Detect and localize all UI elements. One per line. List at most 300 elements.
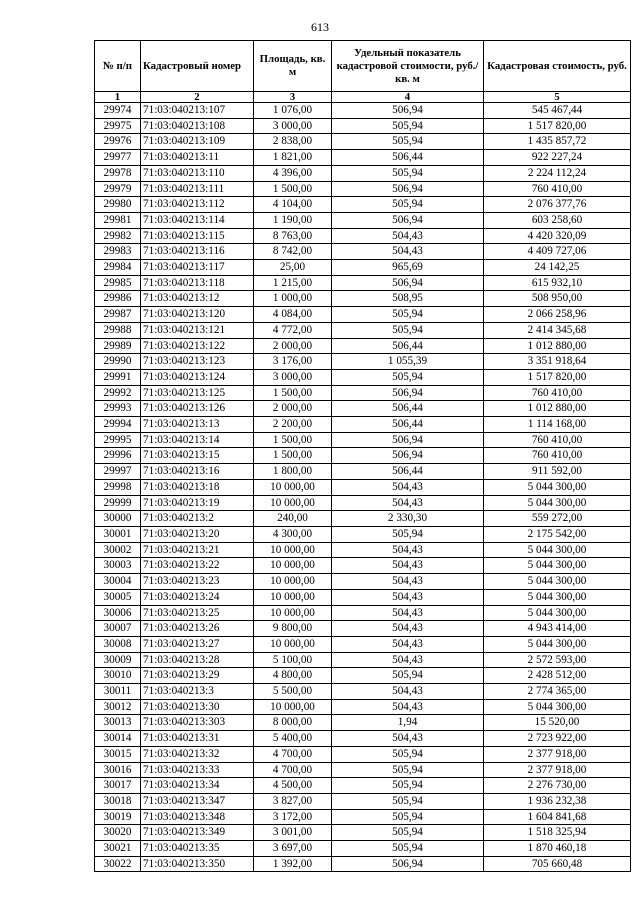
rate-cell: 504,43 xyxy=(332,558,484,574)
column-number: 5 xyxy=(484,92,631,103)
table-row xyxy=(95,589,631,605)
rate-cell: 505,94 xyxy=(332,369,484,385)
column-number: 2 xyxy=(141,92,254,103)
cadastral-number-cell: 71:03:040213:2 xyxy=(141,511,254,527)
rate-cell: 506,94 xyxy=(332,212,484,228)
area-cell: 10 000,00 xyxy=(254,574,332,590)
cadastral-number-cell: 71:03:040213:13 xyxy=(141,417,254,433)
rate-cell: 505,94 xyxy=(332,307,484,323)
row-number-cell: 30013 xyxy=(95,715,141,731)
rate-cell: 506,94 xyxy=(332,856,484,872)
rate-cell: 504,43 xyxy=(332,652,484,668)
cadastral-number-cell: 71:03:040213:109 xyxy=(141,134,254,150)
cadastral-number-cell: 71:03:040213:348 xyxy=(141,809,254,825)
rate-cell: 508,95 xyxy=(332,291,484,307)
table-row xyxy=(95,448,631,464)
table-row xyxy=(95,134,631,150)
row-number-cell: 30021 xyxy=(95,841,141,857)
row-number-cell: 30018 xyxy=(95,793,141,809)
row-number-cell: 29991 xyxy=(95,369,141,385)
rate-cell: 505,94 xyxy=(332,825,484,841)
table-row xyxy=(95,762,631,778)
cadastral-number-cell: 71:03:040213:125 xyxy=(141,385,254,401)
area-cell: 3 827,00 xyxy=(254,793,332,809)
cost-cell: 2 414 345,68 xyxy=(484,322,631,338)
table-row xyxy=(95,825,631,841)
cadastral-number-cell: 71:03:040213:21 xyxy=(141,542,254,558)
cost-cell: 559 272,00 xyxy=(484,511,631,527)
cadastral-number-cell: 71:03:040213:124 xyxy=(141,369,254,385)
cost-cell: 922 227,24 xyxy=(484,150,631,166)
row-number-cell: 30020 xyxy=(95,825,141,841)
table-row xyxy=(95,746,631,762)
area-cell: 4 700,00 xyxy=(254,762,332,778)
cadastral-number-cell: 71:03:040213:19 xyxy=(141,495,254,511)
row-number-cell: 30016 xyxy=(95,762,141,778)
table-row xyxy=(95,338,631,354)
table-row xyxy=(95,291,631,307)
rate-cell: 506,94 xyxy=(332,385,484,401)
cadastral-number-cell: 71:03:040213:34 xyxy=(141,778,254,794)
cost-cell: 1 936 232,38 xyxy=(484,793,631,809)
area-cell: 2 000,00 xyxy=(254,338,332,354)
cost-cell: 2 723 922,00 xyxy=(484,731,631,747)
rate-cell: 505,94 xyxy=(332,134,484,150)
rate-cell: 504,43 xyxy=(332,605,484,621)
cost-cell: 760 410,00 xyxy=(484,432,631,448)
row-number-cell: 30014 xyxy=(95,731,141,747)
cadastral-number-cell: 71:03:040213:114 xyxy=(141,212,254,228)
cost-cell: 2 377 918,00 xyxy=(484,746,631,762)
row-number-cell: 29990 xyxy=(95,354,141,370)
column-number-row xyxy=(95,92,631,103)
row-number-cell: 29977 xyxy=(95,150,141,166)
cadastral-number-cell: 71:03:040213:111 xyxy=(141,181,254,197)
cost-cell: 760 410,00 xyxy=(484,448,631,464)
table-row xyxy=(95,307,631,323)
cost-cell: 615 932,10 xyxy=(484,275,631,291)
area-cell: 1 821,00 xyxy=(254,150,332,166)
row-number-cell: 29995 xyxy=(95,432,141,448)
cadastral-number-cell: 71:03:040213:23 xyxy=(141,574,254,590)
rate-cell: 504,43 xyxy=(332,542,484,558)
row-number-cell: 30010 xyxy=(95,668,141,684)
area-cell: 3 172,00 xyxy=(254,809,332,825)
cost-cell: 603 258,60 xyxy=(484,212,631,228)
cadastral-number-cell: 71:03:040213:28 xyxy=(141,652,254,668)
row-number-cell: 29982 xyxy=(95,228,141,244)
cadastral-number-cell: 71:03:040213:18 xyxy=(141,479,254,495)
table-row xyxy=(95,731,631,747)
rate-cell: 506,94 xyxy=(332,448,484,464)
table-row xyxy=(95,401,631,417)
row-number-cell: 29992 xyxy=(95,385,141,401)
cost-cell: 545 467,44 xyxy=(484,103,631,119)
area-cell: 4 772,00 xyxy=(254,322,332,338)
header-cost: Кадастровая стоимость, руб. xyxy=(484,41,631,92)
table-row xyxy=(95,526,631,542)
cost-cell: 2 066 258,96 xyxy=(484,307,631,323)
cadastral-number-cell: 71:03:040213:15 xyxy=(141,448,254,464)
table-row xyxy=(95,369,631,385)
cost-cell: 15 520,00 xyxy=(484,715,631,731)
table-header xyxy=(95,41,631,103)
cost-cell: 1 604 841,68 xyxy=(484,809,631,825)
rate-cell: 505,94 xyxy=(332,841,484,857)
area-cell: 1 000,00 xyxy=(254,291,332,307)
rate-cell: 506,44 xyxy=(332,401,484,417)
cost-cell: 2 276 730,00 xyxy=(484,778,631,794)
header-area: Площадь, кв. м xyxy=(254,41,332,92)
cost-cell: 5 044 300,00 xyxy=(484,495,631,511)
rate-cell: 505,94 xyxy=(332,197,484,213)
rate-cell: 504,43 xyxy=(332,574,484,590)
area-cell: 8 742,00 xyxy=(254,244,332,260)
cost-cell: 2 224 112,24 xyxy=(484,165,631,181)
area-cell: 8 763,00 xyxy=(254,228,332,244)
table-row xyxy=(95,165,631,181)
rate-cell: 1 055,39 xyxy=(332,354,484,370)
cost-cell: 1 114 168,00 xyxy=(484,417,631,433)
cadastral-number-cell: 71:03:040213:117 xyxy=(141,260,254,276)
cadastral-number-cell: 71:03:040213:350 xyxy=(141,856,254,872)
area-cell: 4 500,00 xyxy=(254,778,332,794)
row-number-cell: 29981 xyxy=(95,212,141,228)
area-cell: 1 500,00 xyxy=(254,181,332,197)
cadastral-number-cell: 71:03:040213:12 xyxy=(141,291,254,307)
cadastral-number-cell: 71:03:040213:303 xyxy=(141,715,254,731)
cost-cell: 1 435 857,72 xyxy=(484,134,631,150)
area-cell: 5 100,00 xyxy=(254,652,332,668)
rate-cell: 504,43 xyxy=(332,228,484,244)
area-cell: 5 400,00 xyxy=(254,731,332,747)
rate-cell: 505,94 xyxy=(332,668,484,684)
row-number-cell: 30001 xyxy=(95,526,141,542)
row-number-cell: 30017 xyxy=(95,778,141,794)
area-cell: 10 000,00 xyxy=(254,699,332,715)
table-row xyxy=(95,558,631,574)
cadastral-number-cell: 71:03:040213:14 xyxy=(141,432,254,448)
rate-cell: 504,43 xyxy=(332,731,484,747)
cost-cell: 1 870 460,18 xyxy=(484,841,631,857)
row-number-cell: 30015 xyxy=(95,746,141,762)
cost-cell: 2 175 542,00 xyxy=(484,526,631,542)
area-cell: 3 176,00 xyxy=(254,354,332,370)
cadastral-number-cell: 71:03:040213:26 xyxy=(141,621,254,637)
cost-cell: 760 410,00 xyxy=(484,181,631,197)
cadastral-number-cell: 71:03:040213:32 xyxy=(141,746,254,762)
row-number-cell: 29979 xyxy=(95,181,141,197)
row-number-cell: 30004 xyxy=(95,574,141,590)
rate-cell: 506,94 xyxy=(332,432,484,448)
cadastral-value-table xyxy=(94,40,631,872)
cost-cell: 1 518 325,94 xyxy=(484,825,631,841)
rate-cell: 506,44 xyxy=(332,464,484,480)
cost-cell: 5 044 300,00 xyxy=(484,558,631,574)
cadastral-number-cell: 71:03:040213:126 xyxy=(141,401,254,417)
header-rate: Удельный показатель кадастровой стоимости, руб./кв. м xyxy=(332,41,484,92)
area-cell: 10 000,00 xyxy=(254,495,332,511)
area-cell: 10 000,00 xyxy=(254,636,332,652)
table-row xyxy=(95,778,631,794)
row-number-cell: 29997 xyxy=(95,464,141,480)
row-number-cell: 30011 xyxy=(95,684,141,700)
table-row xyxy=(95,684,631,700)
cadastral-number-cell: 71:03:040213:24 xyxy=(141,589,254,605)
row-number-cell: 30005 xyxy=(95,589,141,605)
area-cell: 10 000,00 xyxy=(254,542,332,558)
table-row xyxy=(95,856,631,872)
rate-cell: 505,94 xyxy=(332,778,484,794)
rate-cell: 506,44 xyxy=(332,338,484,354)
rate-cell: 505,94 xyxy=(332,118,484,134)
area-cell: 5 500,00 xyxy=(254,684,332,700)
cost-cell: 4 943 414,00 xyxy=(484,621,631,637)
cost-cell: 2 428 512,00 xyxy=(484,668,631,684)
area-cell: 3 697,00 xyxy=(254,841,332,857)
table-row xyxy=(95,668,631,684)
rate-cell: 504,43 xyxy=(332,479,484,495)
row-number-cell: 30006 xyxy=(95,605,141,621)
table-row xyxy=(95,636,631,652)
table-row xyxy=(95,715,631,731)
table-row xyxy=(95,103,631,119)
rate-cell: 504,43 xyxy=(332,589,484,605)
row-number-cell: 29998 xyxy=(95,479,141,495)
area-cell: 240,00 xyxy=(254,511,332,527)
rate-cell: 505,94 xyxy=(332,746,484,762)
column-number: 1 xyxy=(95,92,141,103)
cadastral-number-cell: 71:03:040213:121 xyxy=(141,322,254,338)
table-row xyxy=(95,275,631,291)
rate-cell: 505,94 xyxy=(332,322,484,338)
cost-cell: 4 409 727,06 xyxy=(484,244,631,260)
table-row xyxy=(95,495,631,511)
cadastral-number-cell: 71:03:040213:115 xyxy=(141,228,254,244)
cadastral-number-cell: 71:03:040213:35 xyxy=(141,841,254,857)
cadastral-number-cell: 71:03:040213:110 xyxy=(141,165,254,181)
table-row xyxy=(95,197,631,213)
cost-cell: 5 044 300,00 xyxy=(484,574,631,590)
area-cell: 9 800,00 xyxy=(254,621,332,637)
rate-cell: 1,94 xyxy=(332,715,484,731)
table-row xyxy=(95,511,631,527)
rate-cell: 506,94 xyxy=(332,103,484,119)
table-row xyxy=(95,574,631,590)
rate-cell: 965,69 xyxy=(332,260,484,276)
row-number-cell: 30002 xyxy=(95,542,141,558)
area-cell: 2 838,00 xyxy=(254,134,332,150)
table-row xyxy=(95,260,631,276)
cost-cell: 1 517 820,00 xyxy=(484,369,631,385)
cost-cell: 1 012 880,00 xyxy=(484,338,631,354)
rate-cell: 505,94 xyxy=(332,165,484,181)
cost-cell: 1 517 820,00 xyxy=(484,118,631,134)
table-row xyxy=(95,212,631,228)
cadastral-number-cell: 71:03:040213:118 xyxy=(141,275,254,291)
cost-cell: 5 044 300,00 xyxy=(484,636,631,652)
cost-cell: 5 044 300,00 xyxy=(484,542,631,558)
cadastral-number-cell: 71:03:040213:349 xyxy=(141,825,254,841)
area-cell: 1 190,00 xyxy=(254,212,332,228)
column-number: 3 xyxy=(254,92,332,103)
table-row xyxy=(95,150,631,166)
table-row xyxy=(95,542,631,558)
rate-cell: 504,43 xyxy=(332,699,484,715)
area-cell: 3 000,00 xyxy=(254,369,332,385)
table-row xyxy=(95,385,631,401)
cost-cell: 760 410,00 xyxy=(484,385,631,401)
cost-cell: 2 572 593,00 xyxy=(484,652,631,668)
area-cell: 10 000,00 xyxy=(254,558,332,574)
row-number-cell: 29987 xyxy=(95,307,141,323)
rate-cell: 504,43 xyxy=(332,636,484,652)
area-cell: 4 800,00 xyxy=(254,668,332,684)
table-row xyxy=(95,605,631,621)
row-number-cell: 29974 xyxy=(95,103,141,119)
cadastral-number-cell: 71:03:040213:112 xyxy=(141,197,254,213)
area-cell: 1 392,00 xyxy=(254,856,332,872)
cost-cell: 5 044 300,00 xyxy=(484,699,631,715)
table-row xyxy=(95,464,631,480)
area-cell: 4 104,00 xyxy=(254,197,332,213)
row-number-cell: 29986 xyxy=(95,291,141,307)
header-cadastral-number: Кадастровый номер xyxy=(141,41,254,92)
rate-cell: 505,94 xyxy=(332,762,484,778)
cadastral-number-cell: 71:03:040213:29 xyxy=(141,668,254,684)
cadastral-number-cell: 71:03:040213:25 xyxy=(141,605,254,621)
rate-cell: 504,43 xyxy=(332,684,484,700)
header-num: № п/п xyxy=(95,41,141,92)
table-row xyxy=(95,181,631,197)
cadastral-number-cell: 71:03:040213:3 xyxy=(141,684,254,700)
row-number-cell: 30008 xyxy=(95,636,141,652)
rate-cell: 504,43 xyxy=(332,495,484,511)
cost-cell: 24 142,25 xyxy=(484,260,631,276)
cost-cell: 4 420 320,09 xyxy=(484,228,631,244)
cost-cell: 2 377 918,00 xyxy=(484,762,631,778)
row-number-cell: 29993 xyxy=(95,401,141,417)
cadastral-number-cell: 71:03:040213:20 xyxy=(141,526,254,542)
table-row xyxy=(95,652,631,668)
header-row xyxy=(95,41,631,92)
cadastral-number-cell: 71:03:040213:27 xyxy=(141,636,254,652)
row-number-cell: 29989 xyxy=(95,338,141,354)
row-number-cell: 30022 xyxy=(95,856,141,872)
cost-cell: 1 012 880,00 xyxy=(484,401,631,417)
cost-cell: 2 774 365,00 xyxy=(484,684,631,700)
cadastral-number-cell: 71:03:040213:108 xyxy=(141,118,254,134)
table-body xyxy=(95,103,631,872)
row-number-cell: 29975 xyxy=(95,118,141,134)
rate-cell: 505,94 xyxy=(332,793,484,809)
area-cell: 2 000,00 xyxy=(254,401,332,417)
row-number-cell: 29983 xyxy=(95,244,141,260)
area-cell: 1 500,00 xyxy=(254,385,332,401)
row-number-cell: 29980 xyxy=(95,197,141,213)
cost-cell: 5 044 300,00 xyxy=(484,479,631,495)
area-cell: 10 000,00 xyxy=(254,479,332,495)
table-row xyxy=(95,322,631,338)
cost-cell: 5 044 300,00 xyxy=(484,589,631,605)
table-row xyxy=(95,228,631,244)
area-cell: 8 000,00 xyxy=(254,715,332,731)
area-cell: 3 001,00 xyxy=(254,825,332,841)
rate-cell: 506,44 xyxy=(332,150,484,166)
row-number-cell: 29988 xyxy=(95,322,141,338)
cadastral-number-cell: 71:03:040213:123 xyxy=(141,354,254,370)
table-row xyxy=(95,621,631,637)
cadastral-number-cell: 71:03:040213:33 xyxy=(141,762,254,778)
area-cell: 1 076,00 xyxy=(254,103,332,119)
row-number-cell: 29976 xyxy=(95,134,141,150)
rate-cell: 505,94 xyxy=(332,526,484,542)
area-cell: 4 300,00 xyxy=(254,526,332,542)
row-number-cell: 29984 xyxy=(95,260,141,276)
row-number-cell: 29985 xyxy=(95,275,141,291)
table-row xyxy=(95,354,631,370)
row-number-cell: 30007 xyxy=(95,621,141,637)
table-row xyxy=(95,432,631,448)
table-row xyxy=(95,244,631,260)
area-cell: 4 700,00 xyxy=(254,746,332,762)
table-row xyxy=(95,793,631,809)
page-number: 613 xyxy=(311,20,329,34)
cost-cell: 3 351 918,64 xyxy=(484,354,631,370)
cadastral-number-cell: 71:03:040213:30 xyxy=(141,699,254,715)
row-number-cell: 29996 xyxy=(95,448,141,464)
row-number-cell: 30019 xyxy=(95,809,141,825)
area-cell: 1 500,00 xyxy=(254,432,332,448)
table-row xyxy=(95,699,631,715)
area-cell: 10 000,00 xyxy=(254,605,332,621)
cost-cell: 911 592,00 xyxy=(484,464,631,480)
row-number-cell: 29978 xyxy=(95,165,141,181)
rate-cell: 505,94 xyxy=(332,809,484,825)
table-row xyxy=(95,479,631,495)
table-row xyxy=(95,809,631,825)
cost-cell: 508 950,00 xyxy=(484,291,631,307)
table-row xyxy=(95,118,631,134)
row-number-cell: 30012 xyxy=(95,699,141,715)
area-cell: 25,00 xyxy=(254,260,332,276)
cadastral-number-cell: 71:03:040213:22 xyxy=(141,558,254,574)
row-number-cell: 29994 xyxy=(95,417,141,433)
row-number-cell: 30009 xyxy=(95,652,141,668)
cadastral-number-cell: 71:03:040213:347 xyxy=(141,793,254,809)
area-cell: 2 200,00 xyxy=(254,417,332,433)
table-row xyxy=(95,841,631,857)
area-cell: 1 500,00 xyxy=(254,448,332,464)
cost-cell: 705 660,48 xyxy=(484,856,631,872)
row-number-cell: 30000 xyxy=(95,511,141,527)
cadastral-number-cell: 71:03:040213:16 xyxy=(141,464,254,480)
rate-cell: 506,44 xyxy=(332,417,484,433)
area-cell: 4 084,00 xyxy=(254,307,332,323)
rate-cell: 504,43 xyxy=(332,244,484,260)
cadastral-number-cell: 71:03:040213:120 xyxy=(141,307,254,323)
rate-cell: 504,43 xyxy=(332,621,484,637)
cadastral-number-cell: 71:03:040213:11 xyxy=(141,150,254,166)
row-number-cell: 29999 xyxy=(95,495,141,511)
cadastral-number-cell: 71:03:040213:31 xyxy=(141,731,254,747)
rate-cell: 506,94 xyxy=(332,181,484,197)
area-cell: 1 800,00 xyxy=(254,464,332,480)
row-number-cell: 30003 xyxy=(95,558,141,574)
column-number: 4 xyxy=(332,92,484,103)
area-cell: 3 000,00 xyxy=(254,118,332,134)
cadastral-number-cell: 71:03:040213:116 xyxy=(141,244,254,260)
